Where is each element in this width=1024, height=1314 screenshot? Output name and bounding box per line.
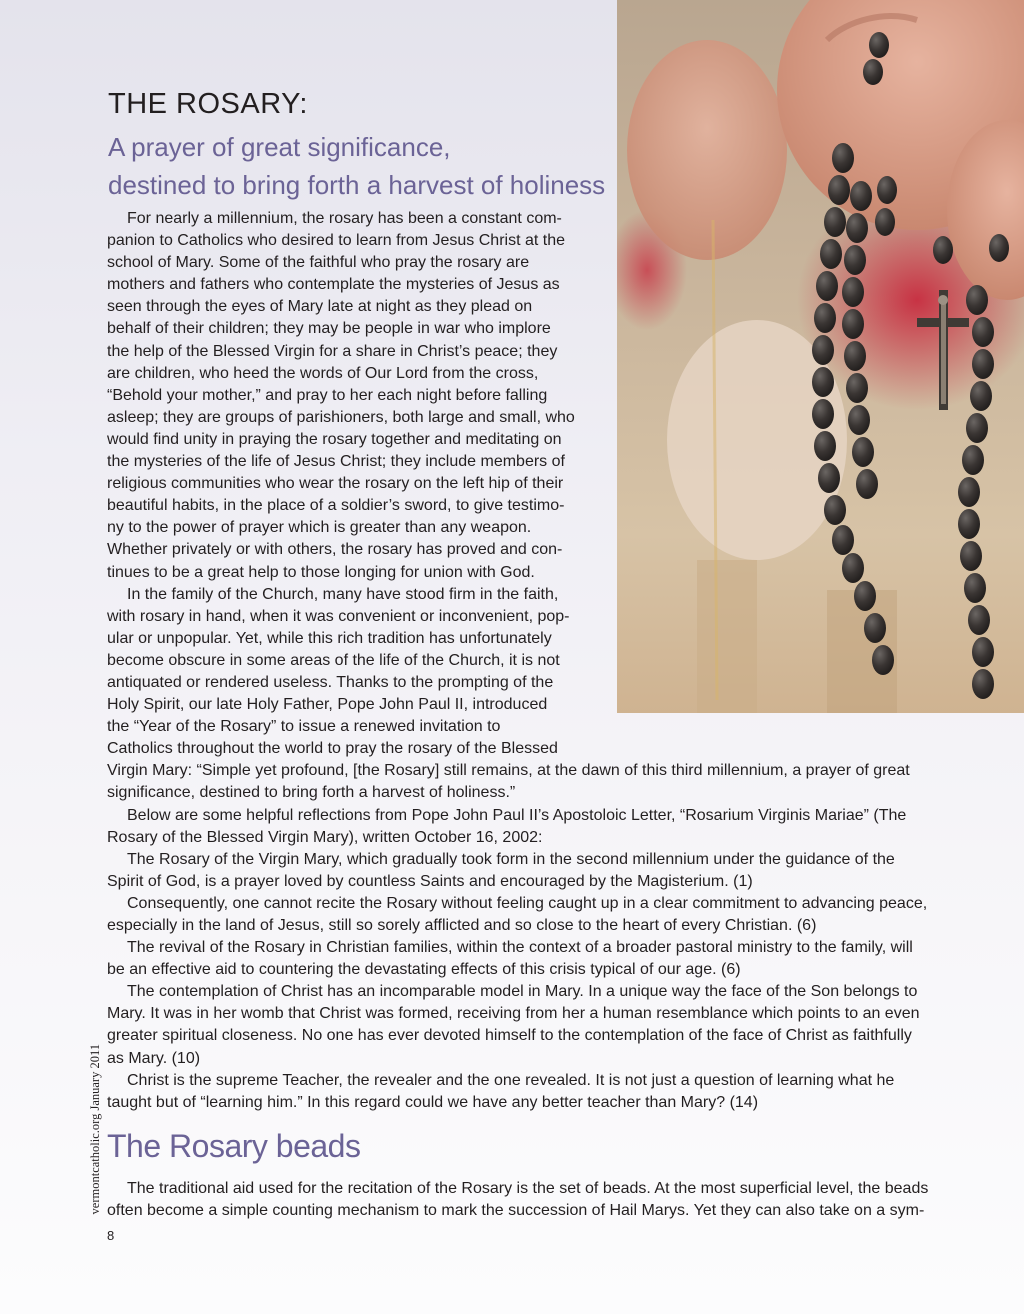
body-line: Mary. It was in her womb that Christ was formed, receiving from her a human resemblance which points to an even: [107, 1005, 920, 1023]
body-line: tinues to be a great help to those longing for union with God.: [107, 563, 535, 581]
body-line: beautiful habits, in the place of a soldier’s sword, to give testimo-: [107, 497, 565, 515]
publication-footer: [88, 1044, 102, 1244]
body-line: often become a simple counting mechanism to mark the succession of Hail Marys. Yet they can also take on a sym-: [107, 1202, 925, 1220]
body-line: Catholics throughout the world to pray the rosary of the Blessed: [107, 740, 558, 758]
article-body: [107, 208, 967, 1114]
body-line: panion to Catholics who desired to learn from Jesus Christ at the: [107, 232, 566, 250]
body-line: be an effective aid to countering the devastating effects of this crisis typical of our age. (6): [107, 961, 741, 979]
body-line: mothers and fathers who contemplate the mysteries of Jesus as: [107, 276, 560, 294]
body-line: Christ is the supreme Teacher, the revealer and the one revealed. It is not just a question of learning what he: [127, 1071, 895, 1089]
body-line: asleep; they are groups of parishioners, both large and small, who: [107, 408, 575, 426]
article-kicker: THE ROSARY:: [108, 88, 308, 120]
body-line: ny to the power of prayer which is greater than any weapon.: [107, 519, 532, 537]
body-line: become obscure in some areas of the life of the Church, it is not: [107, 651, 560, 669]
body-line: seen through the eyes of Mary late at night as they plead on: [107, 298, 533, 316]
body-line: Below are some helpful reflections from Pope John Paul II’s Apostoloic Letter, “Rosarium Virginis Mariae” (The: [127, 806, 907, 824]
body-line: For nearly a millennium, the rosary has been a constant com-: [127, 210, 562, 227]
body-line: behalf of their children; they may be people in war who implore: [107, 320, 551, 338]
body-line: In the family of the Church, many have stood firm in the faith,: [127, 585, 559, 603]
body-line: Virgin Mary: “Simple yet profound, [the Rosary] still remains, at the dawn of this third millennium, a prayer of great: [107, 762, 910, 780]
section-body: [107, 1178, 967, 1222]
body-line: Consequently, one cannot recite the Rosary without feeling caught up in a clear commitment to advancing peace,: [127, 894, 928, 912]
body-line: The traditional aid used for the recitation of the Rosary is the set of beads. At the most superficial level, the beads: [127, 1180, 929, 1197]
body-line: Holy Spirit, our late Holy Father, Pope John Paul II, introduced: [107, 696, 548, 714]
body-line: are children, who heed the words of Our Lord from the cross,: [107, 364, 539, 382]
body-line: the help of the Blessed Virgin for a share in Christ’s peace; they: [107, 342, 558, 360]
body-line: taught but of “learning him.” In this regard could we have any better teacher than Mary? (14): [107, 1093, 759, 1111]
body-line: the “Year of the Rosary” to issue a renewed invitation to: [107, 718, 501, 736]
body-line: ular or unpopular. Yet, while this rich tradition has unfortunately: [107, 629, 552, 647]
body-line: the mysteries of the life of Jesus Christ; they include members of: [107, 453, 565, 471]
body-line: religious communities who wear the rosary on the left hip of their: [107, 475, 564, 493]
body-line: The contemplation of Christ has an incomparable model in Mary. In a unique way the face of the Son belongs to: [127, 983, 918, 1001]
body-line: “Behold your mother,” and pray to her each night before falling: [107, 386, 548, 404]
article-subtitle: [108, 128, 605, 204]
body-line: as Mary. (10): [107, 1049, 201, 1067]
body-line: The revival of the Rosary in Christian families, within the context of a broader pastoral ministry to the family, will: [127, 939, 913, 957]
publication-line: vermontcatholic.org January 2011: [88, 1044, 102, 1215]
body-line: The Rosary of the Virgin Mary, which gradually took form in the second millennium under the guidance of the: [127, 850, 895, 868]
body-line: school of Mary. Some of the faithful who pray the rosary are: [107, 254, 530, 272]
body-line: would find unity in praying the rosary together and meditating on: [107, 430, 562, 448]
body-line: especially in the land of Jesus, still so sorely afflicted and so close to the heart of every Christian. (6): [107, 917, 817, 934]
subtitle-line: destined to bring forth a harvest of holiness: [108, 170, 606, 200]
body-line: Whether privately or with others, the rosary has proved and con-: [107, 541, 563, 559]
body-line: with rosary in hand, when it was convenient or inconvenient, pop-: [107, 607, 570, 625]
body-line: Spirit of God, is a prayer loved by countless Saints and encouraged by the Magisterium. (1): [107, 872, 753, 890]
body-line: Rosary of the Blessed Virgin Mary), written October 16, 2002:: [107, 828, 543, 846]
body-line: significance, destined to bring forth a harvest of holiness.”: [107, 784, 516, 802]
section-heading: The Rosary beads: [107, 1128, 361, 1164]
page-number: 8: [107, 1228, 115, 1243]
body-line: antiquated or rendered useless. Thanks to the prompting of the: [107, 673, 554, 691]
subtitle-line: A prayer of great significance,: [108, 132, 451, 162]
body-line: greater spiritual closeness. No one has ever devoted himself to the contemplation of the face of Christ as faithfully: [107, 1027, 912, 1045]
